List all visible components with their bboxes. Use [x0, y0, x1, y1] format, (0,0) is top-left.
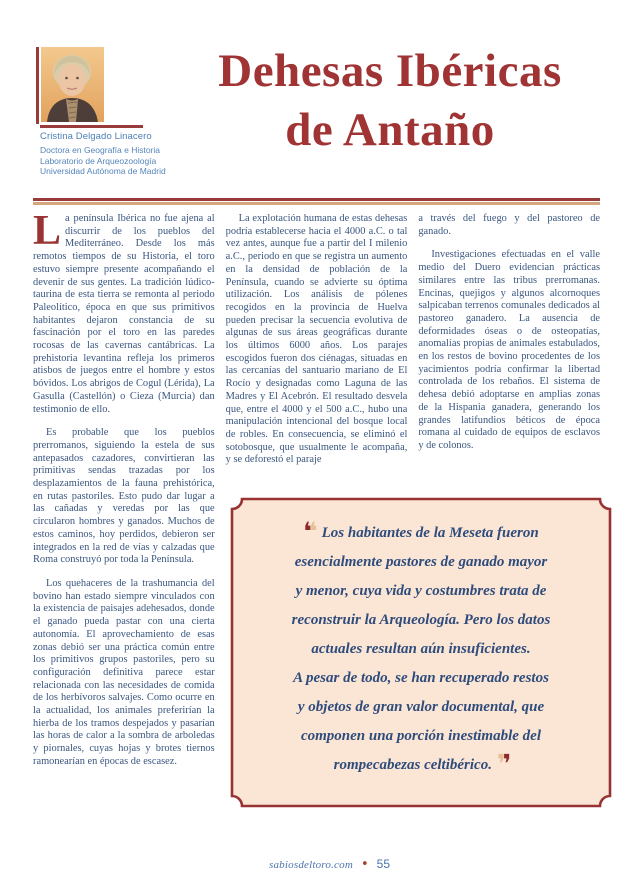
quote-line: A pesar de todo, se han recuperado restos	[293, 670, 549, 686]
paragraph: Los quehaceres de la trashumancia del bovino han estado siempre vinculados con la existencia de paisajes adehesados, donde el ganado pueda pastar con una cierta autonomía. El aprovechamiento de esas zonas debió ser una práctica común entre los primitivos grupos pastoriles, pero su configuración definitiva parece estar relacionada con las necesidades de comida de los herbívoros salvajes. Como ocurre en la actualidad, los animales preferirían la hierba de los tramos despejados y pasarían las horas de calor a la sombra de arboledas y piornales, cuyas hojas y brotes tiernos ramonearían en épocas de escasez.	[33, 577, 215, 767]
pull-quote-box	[230, 497, 612, 808]
page-title-line1: Dehesas Ibéricas	[218, 45, 562, 97]
photo-accent-bar	[36, 47, 39, 124]
quote-line: ❛❛ Los habitantes de la Meseta fueron	[303, 517, 539, 546]
page-title-line2: de Antaño	[285, 104, 495, 156]
paragraph: Investigaciones efectuadas en el valle medio del Duero evidencian prácticas similares entre las tribus prerromanas. Encinas, quejigos y algunos alcornoques salpicaban terrenos comunales dedicados al pastoreo ganadero. La ausencia de deformidades óseas o de osteopatías, anomalías propias de animales estabulados, en los restos de bovino procedentes de los yacimientos podría confirmar la libertad controlada de los rebaños. El sistema de dehesa debió adoptarse en amplias zonas de la Hispania ganadera, generando los grandes latifundios béticos de época romana al cuidado de equipos de esclavos y de colonos.	[418, 249, 601, 451]
photo-underline	[40, 125, 143, 128]
open-quote-icon: ❛❛	[303, 517, 315, 546]
divider-red-line	[33, 198, 600, 201]
website-text: sabiosdeltoro.com	[269, 859, 353, 871]
quote-line: componen una porción inestimable del	[300, 728, 541, 744]
quote-line: rompecabezas celtibérico. ❜❜	[333, 749, 509, 778]
quote-line: y menor, cuya vida y costumbres trata de	[295, 583, 547, 599]
column-1	[33, 208, 215, 780]
close-quote-icon: ❜❜	[496, 749, 509, 778]
author-credential-line: Laboratorio de Arqueozoología	[40, 155, 157, 166]
author-credential-line: Doctora en Geografía e Historia	[40, 145, 161, 155]
author-credential-line: Universidad Autónoma de Madrid	[40, 166, 166, 176]
author-name: Cristina Delgado Linacero	[40, 131, 152, 142]
paragraph-text: a península Ibérica no fue ajena al discurrir de los pueblos del Mediterráneo. Desde los más remotos tiempos de su Historia, el toro estuvo siempre presente acompañando el devenir de sus gentes. La tradición lúdico-taurina de esta tierra se remonta al periodo Paleolítico, época en que sus primitivos habitantes dejaron constancia de su fascinación por el toro en las paredes rocosas de las cavernas cantábricas. La prehistoria levantina refleja los primeros atisbos de juegos entre el hombre y estos bóvidos. Los abrigos de Cogul (Lérida), La Gasulla (Castellón) o Cieza (Murcia) dan testimonio de ello.	[33, 213, 215, 415]
quote-line: y objetos de gran valor documental, que	[297, 699, 545, 715]
page-footer	[0, 855, 625, 873]
paragraph: Es probable que los pueblos prerromanos, siguiendo la estela de sus antepasados cazadores, convirtieran las primitivas sendas trazadas por los desplazamientos de la fauna prehistórica, en rutas pastoriles. Esto pudo dar lugar a las cañadas y veredas por las que circularon hombres y ganados. Muchos de estos caminos, hoy perdidos, debieron ser integrados en la red de vías y calzadas que Roma construyó por toda la Península.	[33, 427, 215, 566]
paragraph-dropcap	[33, 208, 215, 416]
header-divider	[33, 198, 600, 205]
page-number: 55	[376, 857, 390, 871]
quote-line: esencialmente pastores de ganado mayor	[294, 554, 548, 570]
author-photo	[41, 47, 104, 122]
paragraph: a través del fuego y del pastoreo de ganado.	[418, 213, 601, 237]
page-title	[172, 42, 608, 160]
quote-line: reconstruir la Arqueología. Pero los datos	[291, 612, 551, 628]
dropcap-letter: L	[33, 208, 62, 254]
paragraph: La explotación humana de estas dehesas podría establecerse hacia el 4000 a.C. o tal vez antes, aunque fue a partir del I milenio a.C., periodo en que se registra un aumento en la densidad de población de la Península, cuando se advierte su óptima utilización. Los análisis de pólenes recogidos en la provincia de Huelva pueden precisar la secuencia evolutiva de algunas de sus áreas geográficas durante los últimos 6000 años. Los parajes escogidos fueron dos ciénagas, situadas en las cercanías del santuario mariano de El Rocío y designadas como Laguna de las Madres y El Acebrón. El resultado desvela que, entre el 4000 y el 500 a.C., hubo una manipulación intencional del bosque local de robles. En consecuencia, se eliminó el sotobosque, que usualmente le acompaña, y se deforestó el paraje	[225, 213, 408, 466]
author-credentials	[40, 145, 190, 177]
quote-line: actuales resultan aún insuficientes.	[311, 641, 531, 657]
pull-quote-text	[248, 519, 594, 780]
bullet-icon: •	[360, 857, 369, 872]
divider-tan-line	[33, 202, 600, 206]
